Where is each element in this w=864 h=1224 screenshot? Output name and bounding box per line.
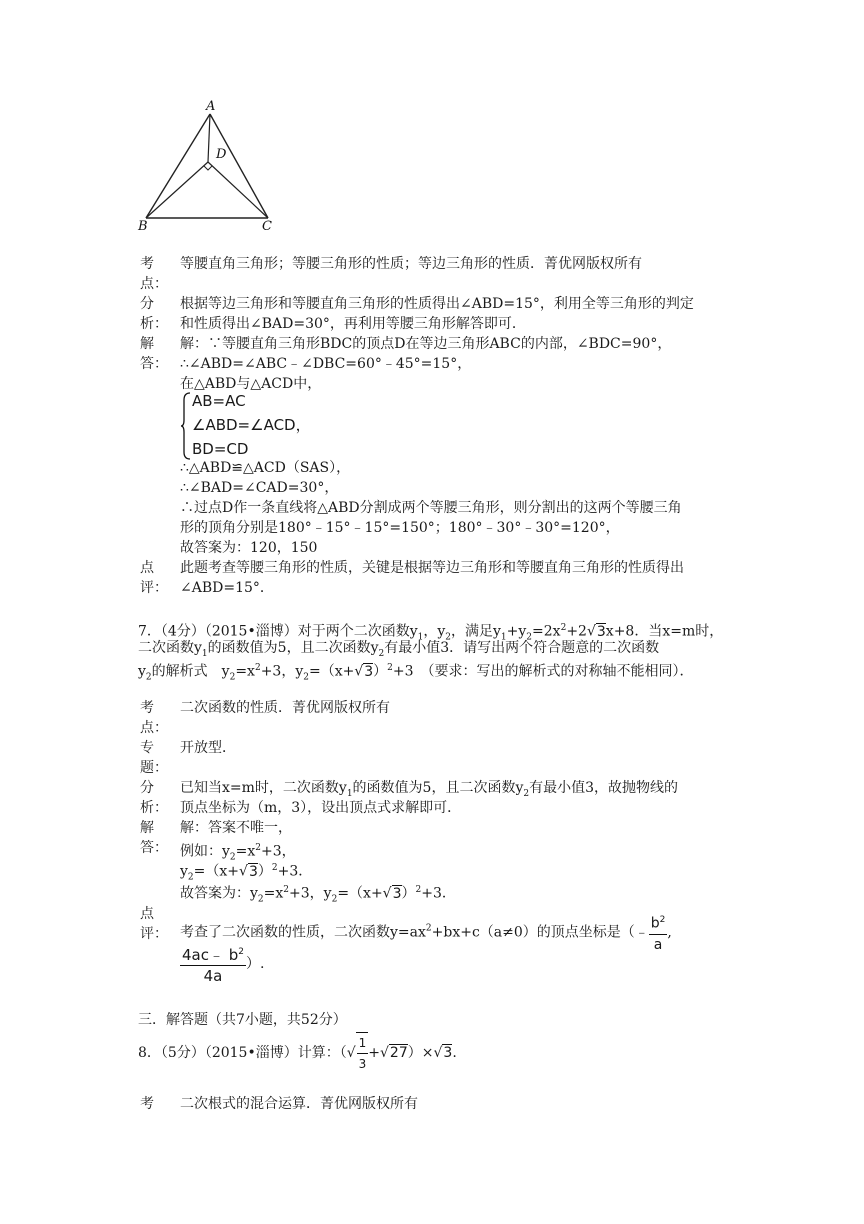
- geometry-figure: [128, 96, 288, 246]
- q6-fenxi-line-2: 和性质得出∠BAD=30°，再利用等腰三角形解答即可．: [180, 316, 526, 332]
- label-b: B: [138, 219, 148, 234]
- q6-jieda-line-3: 在△ABD与△ACD中，: [180, 376, 322, 392]
- q6-fenxi-label: 分 析：: [140, 296, 168, 332]
- system-eq-3: BD=CD: [192, 440, 249, 458]
- q6-jieda-line-7: 形的顶角分别是180°﹣15°﹣15°=150°；180°﹣30°﹣30°=120°，: [180, 520, 620, 536]
- q6-fenxi-line-1: 根据等边三角形和等腰直角三角形的性质得出∠ABD=15°，利用全等三角形的判定: [180, 296, 694, 312]
- q6-dianping-line-2: ∠ABD=15°．: [180, 580, 274, 596]
- q6-jieda-line-6: ∴过点D作一条直线将△ABD分割成两个等腰三角形，则分割出的这两个等腰三角: [180, 500, 682, 516]
- system-brace: [180, 392, 192, 460]
- q6-kaodian: 等腰直角三角形；等腰三角形的性质；等边三角形的性质．菁优网版权所有: [180, 256, 642, 272]
- q8-kaodian-label: 考: [140, 1096, 154, 1112]
- q7-jieda-line-2: 例如：$y_2=x^2+3$，: [180, 843, 296, 863]
- q6-jieda-line-5: ∴∠BAD=∠CAD=30°，: [180, 480, 339, 496]
- system-eq-2: ∠ABD=∠ACD，: [192, 416, 311, 434]
- q8-stem: 8．（5分）（2015•淄博）计算：（√ $\frac{1}{3}$ +√27）×√3.: [138, 1032, 457, 1074]
- q6-jieda-line-1: 解：∵等腰直角三角形BDC的顶点D在等边三角形ABC的内部，∠BDC=90°，: [180, 336, 672, 352]
- q8-kaodian: 二次根式的混合运算．菁优网版权所有: [180, 1096, 418, 1112]
- section-3-heading: 三．解答题（共7小题，共52分）: [138, 1012, 347, 1028]
- q7-jieda-line-4: 故答案为：$y_2=x^2+3$，$y_2=(x+√3)^2+3$．: [180, 885, 456, 905]
- q7-dianping-line-2: $\frac{4ac﹣ b^2}{4a}$ ）.: [180, 942, 264, 986]
- q7-dianping-line-1: 考查了二次函数的性质，二次函数$y=ax^2+bx+c(a\ne 0)$的顶点坐标是（﹣ $\frac{b^2}{a}$ ,: [180, 910, 672, 955]
- q6-jieda-line-2: ∴∠ABD=∠ABC﹣∠DBC=60°﹣45°=15°，: [180, 356, 472, 372]
- q7-jieda-label: 解 答：: [140, 820, 168, 856]
- q7-jieda-line-1: 解：答案不唯一，: [180, 820, 292, 836]
- q7-zhuanti: 开放型．: [180, 740, 236, 756]
- q6-jieda-line-8: 故答案为：120，150: [180, 540, 318, 556]
- label-a: A: [206, 99, 216, 114]
- label-d: D: [216, 147, 227, 162]
- q7-zhuanti-label: 专 题：: [140, 740, 168, 776]
- q6-jieda-label: 解 答：: [140, 336, 168, 372]
- q6-dianping-label: 点 评：: [140, 560, 168, 596]
- q7-kaodian-label: 考 点：: [140, 700, 168, 736]
- system-eq-1: AB=AC: [192, 392, 246, 410]
- q7-fenxi-label: 分 析：: [140, 780, 168, 816]
- q6-jieda-line-4: ∴△ABD≌△ACD（SAS），: [180, 460, 351, 476]
- q6-kaodian-label: 考 点：: [140, 256, 168, 292]
- q7-fenxi-line-1: 已知当x=m时，二次函数$y_1$的函数值为5，且二次函数$y_2$有最小值3，故抛物线的: [180, 780, 679, 799]
- q7-fenxi-line-2: 顶点坐标为（m，3），设出顶点式求解即可．: [180, 800, 462, 816]
- q7-kaodian: 二次函数的性质．菁优网版权所有: [180, 700, 390, 716]
- q7-jieda-line-3: $y_2=(x+√3)^2+3$．: [180, 863, 313, 883]
- label-c: C: [262, 219, 272, 234]
- q7-stem-line-1: 7．（4分）（2015•淄博）对于两个二次函数$y_1$，$y_2$，满足$y_1+y_2=2x^2+2√3x+8$．当x=m时，: [138, 623, 724, 643]
- q7-stem-line-3: $y_2$的解析式 $y_2=x^2+3$，$y_2=(x+√3)^2+3$ （要求：写出的解析式的对称轴不能相同）．: [138, 663, 694, 683]
- q7-stem-line-2: 二次函数$y_1$的函数值为5，且二次函数$y_2$有最小值3．请写出两个符合题意的二次函数: [138, 640, 660, 659]
- q7-dianping-label: 点 评：: [140, 906, 168, 942]
- q6-dianping-line-1: 此题考查等腰三角形的性质，关键是根据等边三角形和等腰直角三角形的性质得出: [180, 560, 684, 576]
